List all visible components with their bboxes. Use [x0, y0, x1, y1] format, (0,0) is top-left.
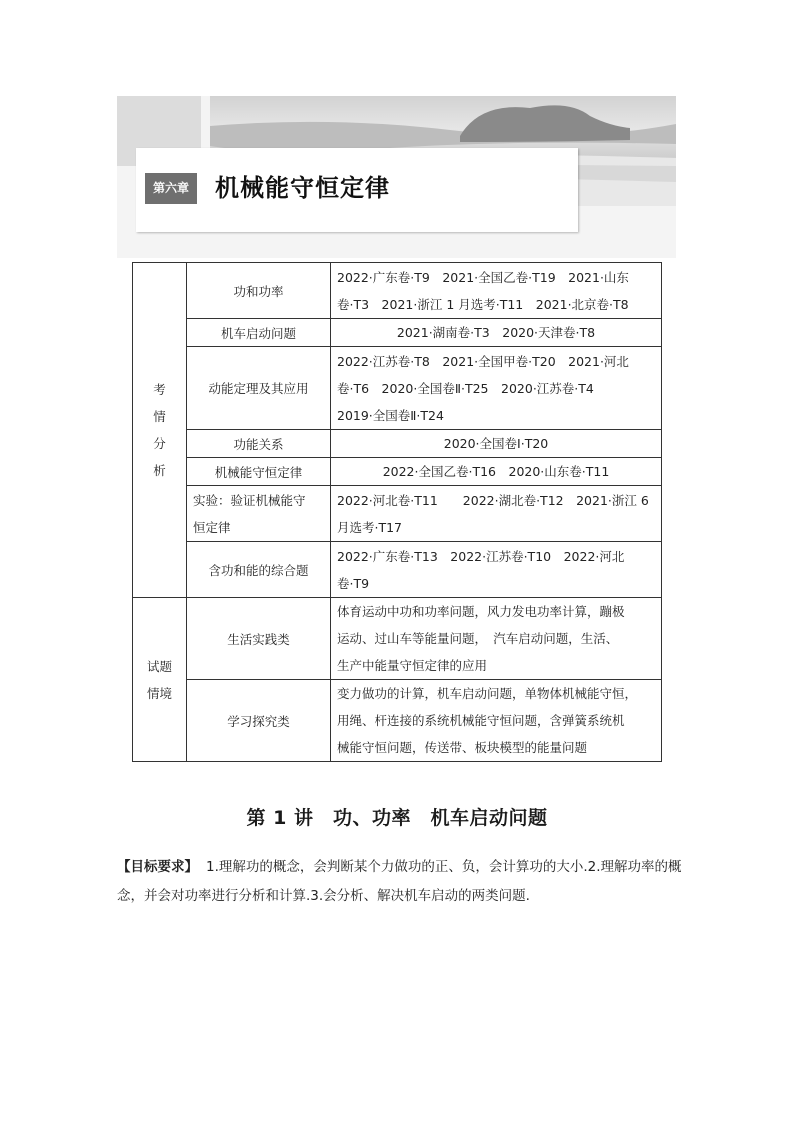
- sources-cell: 2022·全国乙卷·T16 2020·山东卷·T11: [331, 458, 662, 486]
- topic-cell: 实验：验证机械能守 恒定律: [187, 486, 331, 542]
- exam-analysis-table: [132, 262, 662, 762]
- situation-desc-cell: 体育运动中功和功率问题，风力发电功率计算，蹦极 运动、过山车等能量问题， 汽车启动问题，生活、 生产中能量守恒定律的应用: [331, 598, 662, 680]
- topic-cell: 动能定理及其应用: [187, 347, 331, 430]
- sources-cell: 2021·湖南卷·T3 2020·天津卷·T8: [331, 319, 662, 347]
- topic-cell: 机车启动问题: [187, 319, 331, 347]
- section-label-analysis: 考 情 分 析: [133, 263, 187, 598]
- table-row: [133, 319, 662, 347]
- goal-line: 【目标要求】 1.理解功的概念，会判断某个力做功的正、负，会计算功的大小.2.理解功率的概: [117, 859, 682, 875]
- table-row: [133, 680, 662, 762]
- situation-type-cell: 学习探究类: [187, 680, 331, 762]
- chapter-banner: [117, 96, 676, 258]
- sources-cell: 2022·江苏卷·T8 2021·全国甲卷·T20 2021·河北 卷·T6 2020·全国卷Ⅱ·T25 2020·江苏卷·T4 2019·全国卷Ⅱ·T24: [331, 347, 662, 430]
- topic-cell: 机械能守恒定律: [187, 458, 331, 486]
- table-row: [133, 486, 662, 542]
- learning-goals: [117, 853, 683, 911]
- goal-label: 【目标要求】: [117, 859, 198, 875]
- lesson-title: 第 1 讲 功、功率 机车启动问题: [246, 807, 548, 829]
- table-row: [133, 458, 662, 486]
- section-label-situation: 试题 情境: [133, 598, 187, 762]
- table-row: [133, 347, 662, 430]
- table-row: [133, 263, 662, 319]
- table-row: [133, 542, 662, 598]
- chapter-number-badge: 第六章: [145, 173, 197, 204]
- sources-cell: 2022·广东卷·T13 2022·江苏卷·T10 2022·河北 卷·T9: [331, 542, 662, 598]
- table-row: [133, 598, 662, 680]
- topic-cell: 功能关系: [187, 430, 331, 458]
- topic-cell: 含功和能的综合题: [187, 542, 331, 598]
- topic-cell: 功和功率: [187, 263, 331, 319]
- table-row: [133, 430, 662, 458]
- sources-cell: 2020·全国卷Ⅰ·T20: [331, 430, 662, 458]
- chapter-title: 机械能守恒定律: [215, 174, 390, 202]
- goal-line: 念，并会对功率进行分析和计算.3.会分析、解决机车启动的两类问题.: [117, 888, 530, 904]
- sources-cell: 2022·广东卷·T9 2021·全国乙卷·T19 2021·山东 卷·T3 2021·浙江 1 月选考·T11 2021·北京卷·T8: [331, 263, 662, 319]
- situation-type-cell: 生活实践类: [187, 598, 331, 680]
- sources-cell: 2022·河北卷·T11 2022·湖北卷·T12 2021·浙江 6 月选考·T17: [331, 486, 662, 542]
- situation-desc-cell: 变力做功的计算，机车启动问题，单物体机械能守恒， 用绳、杆连接的系统机械能守恒问题，含弹簧系统机 械能守恒问题，传送带、板块模型的能量问题: [331, 680, 662, 762]
